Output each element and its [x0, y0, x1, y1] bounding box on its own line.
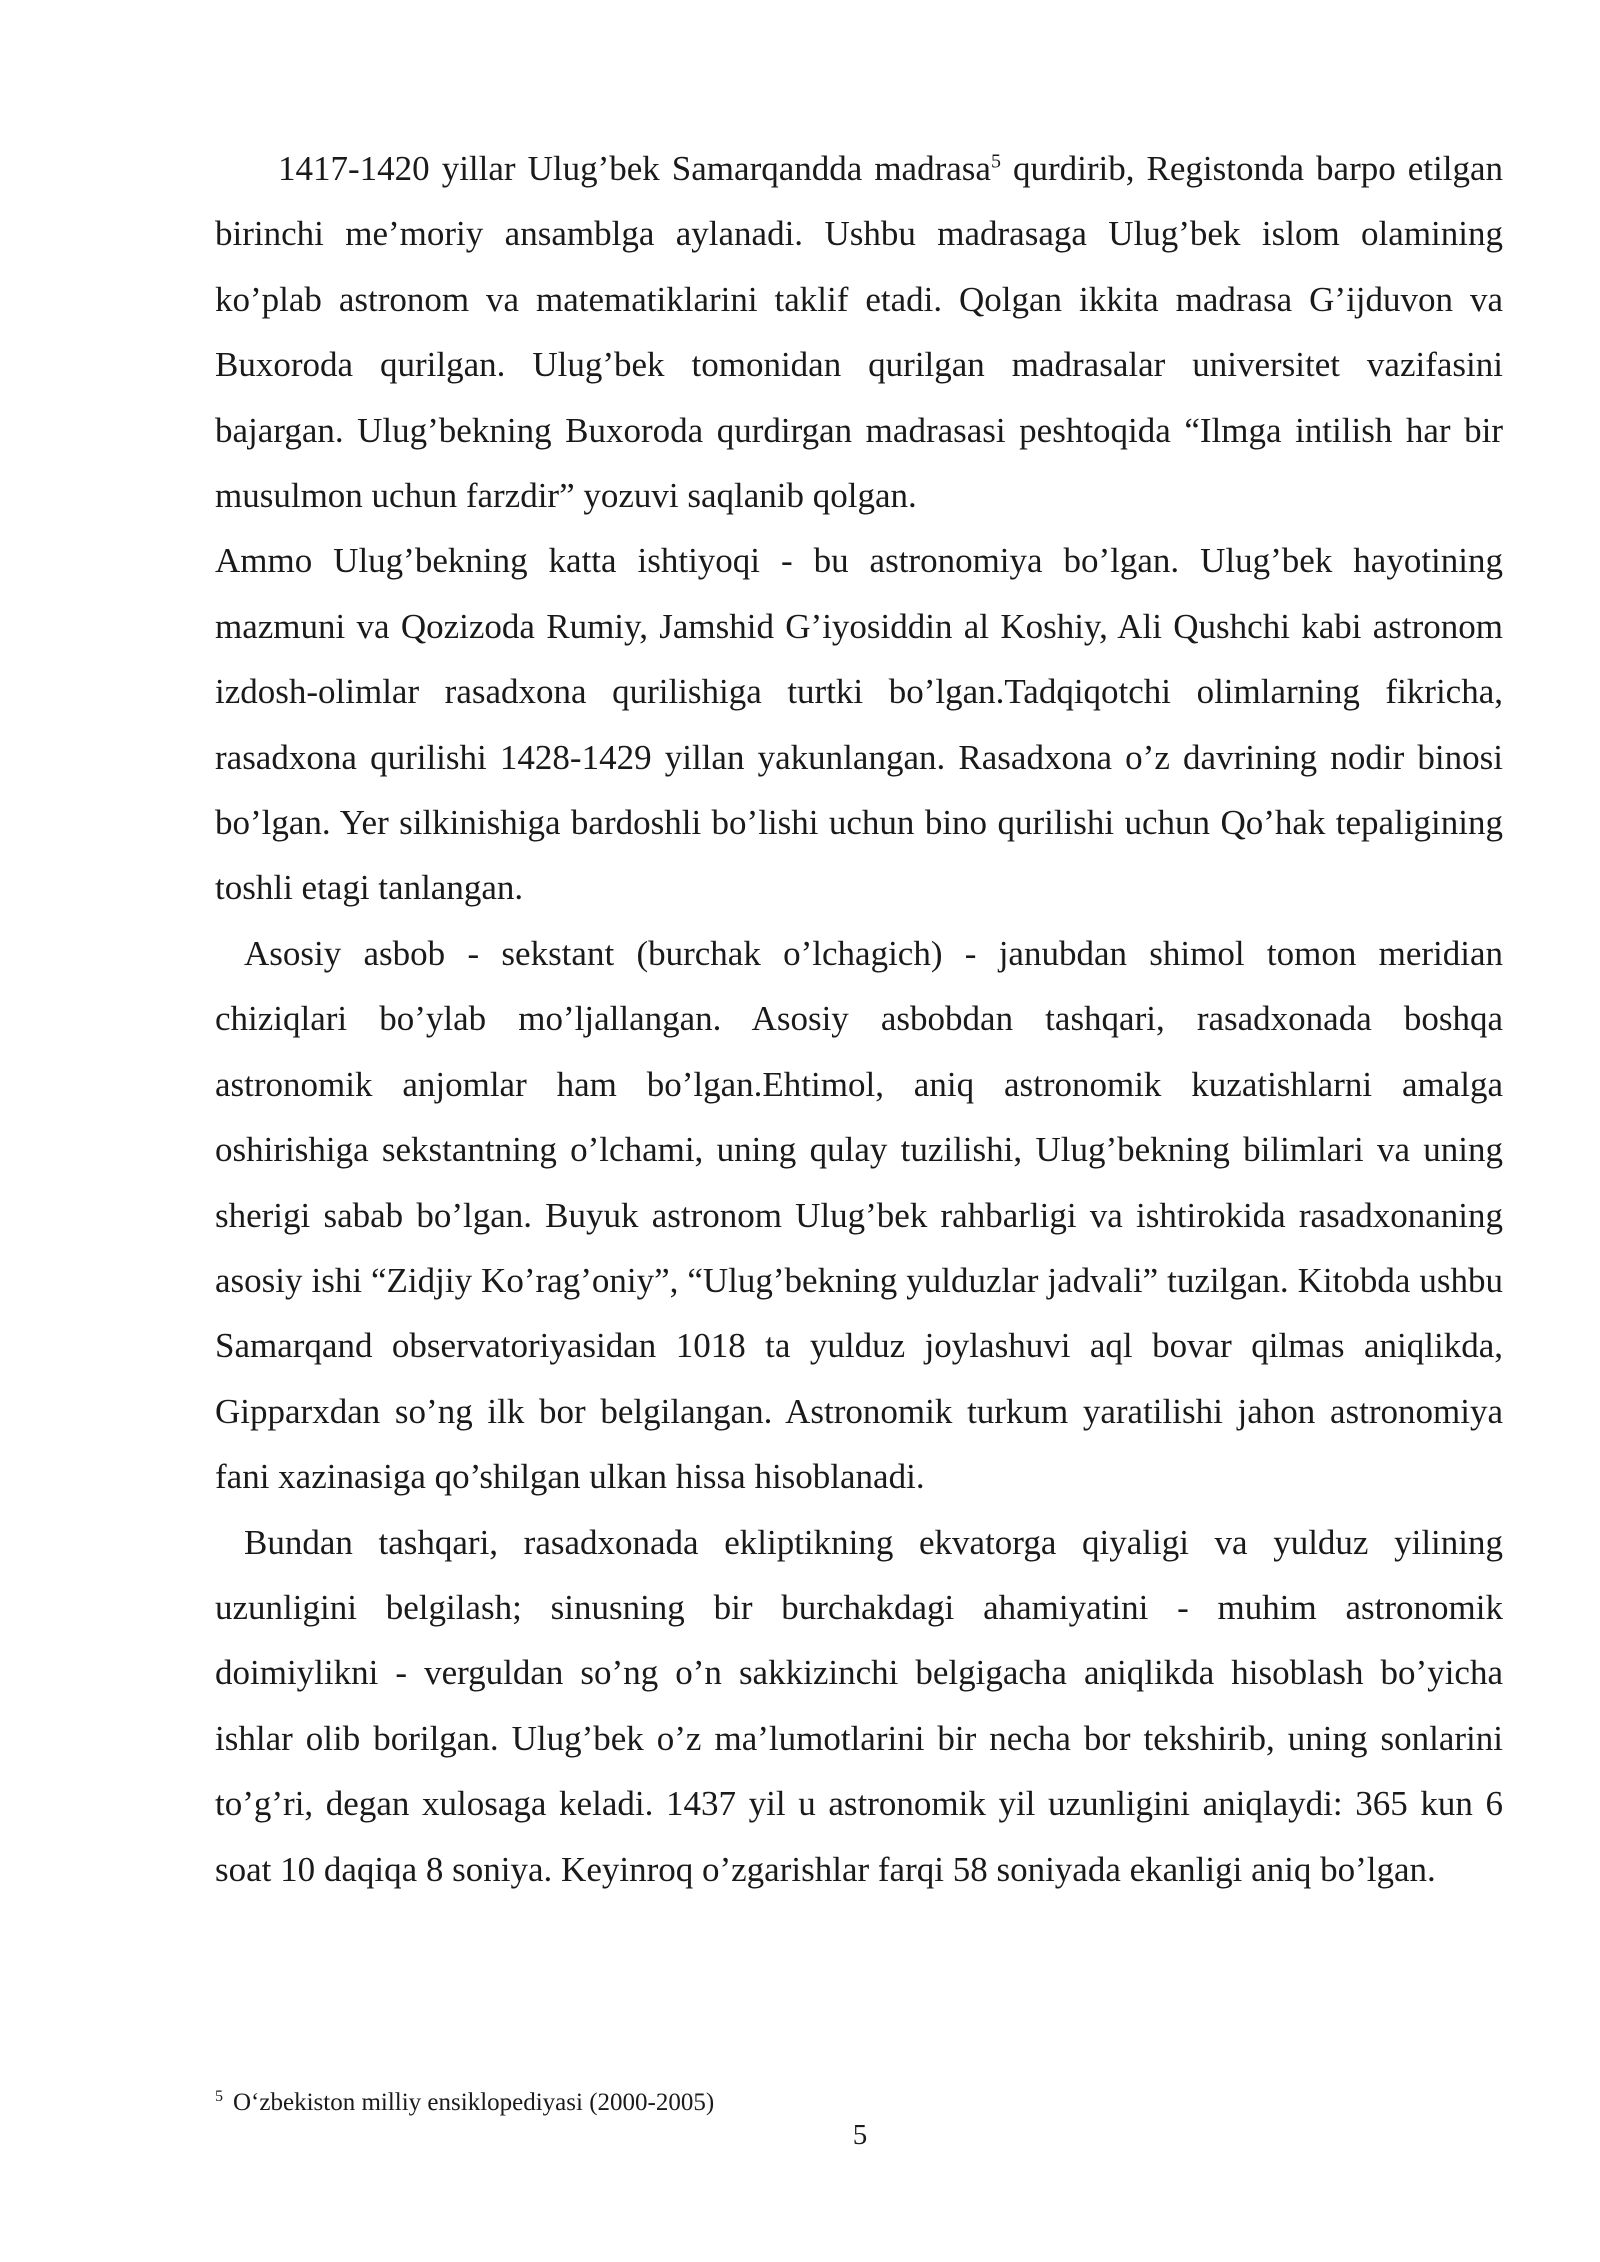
- paragraph-text-start: 1417-1420 yillar Ulug’bek Samarqandda madrasa: [278, 149, 991, 188]
- paragraph-sextant: Asosiy asbob - sekstant (burchak o’lchagich) - janubdan shimol tomon meridian chiziqlari bo’ylab mo’ljallangan. Asosiy asbobdan tashqari, rasadxonada boshqa astronomik anjomlar ham bo’lgan.Ehtimol, aniq astronomik kuzatishlarni amalga oshirishiga sekstantning o’lchami, uning qulay tuzilishi, Ulug’bekning bilimlari va uning sherigi sabab bo’lgan. Buyuk astronom Ulug’bek rahbarligi va ishtirokida rasadxonaning asosiy ishi “Zidjiy Ko’rag’oniy”, “Ulug’bekning yulduzlar jadvali” tuzilgan. Kitobda ushbu Samarqand observatoriyasidan 1018 ta yulduz joylashuvi aql bovar qilmas aniqlikda, Gipparxdan so’ng ilk bor belgilangan. Astronomik turkum yaratilishi jahon astronomiya fani xazinasiga qo’shilgan ulkan hissa hisoblanadi.: [215, 933, 1503, 1497]
- paragraph-text-end: qurdirib, Registonda barpo etilgan birinchi me’moriy ansamblga aylanadi. Ushbu madrasaga Ulug’bek islom olamining ko’plab astronom va matematiklarini taklif etadi. Qolgan ikkita madrasa G’ijduvon va Buxoroda qurilgan. Ulug’bek tomonidan qurilgan madrasalar universitet vazifasini bajargan. Ulug’bekning Buxoroda qurdirgan madrasasi peshtoqida “Ilmga intilish har bir musulmon uchun farzdir” yozuvi saqlanib qolgan.: [215, 149, 1503, 516]
- body-text: [215, 136, 1503, 1902]
- paragraph-calculations: Bundan tashqari, rasadxonada ekliptikning ekvatorga qiyaligi va yulduz yilining uzunligini belgilash; sinusning bir burchakdagi ahamiyatini - muhim astronomik doimiylikni - verguldan so’ng o’n sakkizinchi belgigacha aniqlikda hisoblash bo’yicha ishlar olib borilgan. Ulug’bek o’z ma’lumotlarini bir necha bor tekshirib, uning sonlarini to’g’ri, degan xulosaga keladi. 1437 yil u astronomik yil uzunligini aniqlaydi: 365 kun 6 soat 10 daqiqa 8 soniya. Keyinroq o’zgarishlar farqi 58 soniyada ekanligi aniq bo’lgan.: [215, 1522, 1503, 1889]
- paragraph-observatory: Ammo Ulug’bekning katta ishtiyoqi - bu astronomiya bo’lgan. Ulug’bek hayotining mazmuni va Qozizoda Rumiy, Jamshid G’iyosiddin al Koshiy, Ali Qushchi kabi astronom izdosh-olimlar rasadxona qurilishiga turtki bo’lgan.Tadqiqotchi olimlarning fikricha, rasadxona qurilishi 1428-1429 yillan yakunlangan. Rasadxona o’z davrining nodir binosi bo’lgan. Yer silkinishiga bardoshli bo’lishi uchun bino qurilishi uchun Qo’hak tepaligining toshli etagi tanlangan.: [215, 541, 1503, 908]
- page-number: 5: [852, 2119, 868, 2151]
- footnote: [215, 2088, 714, 2118]
- footnote-text: O‘zbekiston milliy ensiklopediyasi (2000-2005): [233, 2089, 715, 2116]
- footnote-reference: 5: [990, 150, 1001, 173]
- paragraph-madrasa: [215, 136, 1503, 528]
- footnote-mark: 5: [215, 2087, 223, 2105]
